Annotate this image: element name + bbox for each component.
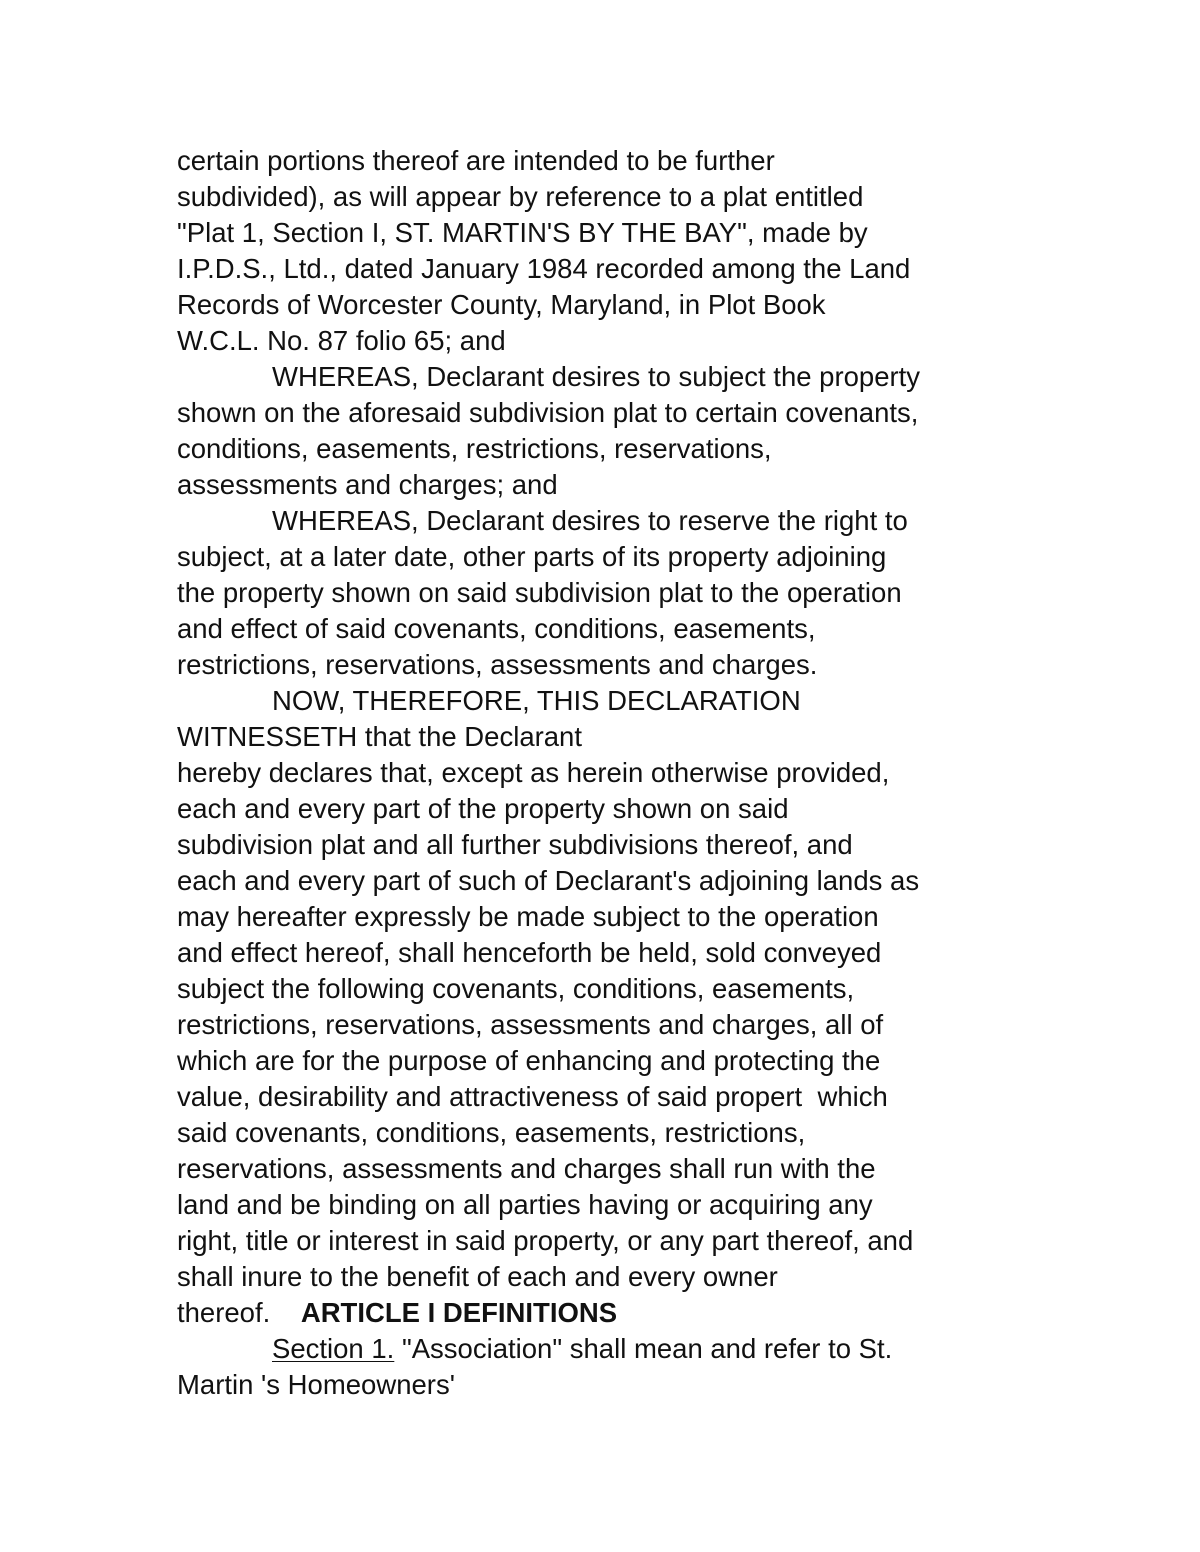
text-line: said covenants, conditions, easements, restrictions, bbox=[177, 1117, 806, 1148]
text-line: value, desirability and attractiveness of said propert which bbox=[177, 1081, 888, 1112]
text-line: each and every part of such of Declarant's adjoining lands as bbox=[177, 865, 920, 896]
article-heading-line bbox=[177, 1295, 1057, 1331]
text-line: and effect of said covenants, conditions, easements, bbox=[177, 613, 816, 644]
text-line: subdivision plat and all further subdivisions thereof, and bbox=[177, 829, 853, 860]
section-1-text: "Association" shall mean and refer to St. bbox=[394, 1333, 893, 1364]
text-line: WITNESSETH that the Declarant bbox=[177, 721, 582, 752]
text-line: which are for the purpose of enhancing and protecting the bbox=[177, 1045, 881, 1076]
text-line: I.P.D.S., Ltd., dated January 1984 recorded among the Land bbox=[177, 253, 911, 284]
text-line: reservations, assessments and charges shall run with the bbox=[177, 1153, 876, 1184]
text-line: shall inure to the benefit of each and every owner bbox=[177, 1261, 778, 1292]
text-line: certain portions thereof are intended to be further bbox=[177, 145, 775, 176]
text-line: subdivided), as will appear by reference to a plat entitled bbox=[177, 181, 864, 212]
text-line: may hereafter expressly be made subject to the operation bbox=[177, 901, 879, 932]
text-line: hereby declares that, except as herein otherwise provided, bbox=[177, 757, 890, 788]
text-line: restrictions, reservations, assessments and charges. bbox=[177, 649, 818, 680]
text-line: the property shown on said subdivision plat to the operation bbox=[177, 577, 902, 608]
section-1-line bbox=[177, 1331, 1057, 1367]
text-line: Martin 's Homeowners' bbox=[177, 1369, 455, 1400]
text-line: right, title or interest in said property, or any part thereof, and bbox=[177, 1225, 914, 1256]
text-line: Records of Worcester County, Maryland, in Plot Book bbox=[177, 289, 826, 320]
text-line: WHEREAS, Declarant desires to subject the property bbox=[272, 361, 921, 392]
text-line: "Plat 1, Section I, ST. MARTIN'S BY THE BAY", made by bbox=[177, 217, 868, 248]
text-line: W.C.L. No. 87 folio 65; and bbox=[177, 325, 506, 356]
text-line: WHEREAS, Declarant desires to reserve the right to bbox=[272, 505, 908, 536]
text-line: restrictions, reservations, assessments and charges, all of bbox=[177, 1009, 884, 1040]
text-line: shown on the aforesaid subdivision plat to certain covenants, bbox=[177, 397, 919, 428]
section-1-label: Section 1. bbox=[272, 1333, 395, 1364]
text-line: NOW, THEREFORE, THIS DECLARATION bbox=[272, 685, 801, 716]
final-line-prefix: thereof. bbox=[177, 1297, 301, 1328]
article-heading: ARTICLE I DEFINITIONS bbox=[300, 1297, 618, 1328]
text-line: subject, at a later date, other parts of its property adjoining bbox=[177, 541, 887, 572]
document-page bbox=[177, 143, 1057, 1403]
text-line: land and be binding on all parties having or acquiring any bbox=[177, 1189, 873, 1220]
text-line: each and every part of the property shown on said bbox=[177, 793, 789, 824]
text-line: and effect hereof, shall henceforth be held, sold conveyed bbox=[177, 937, 882, 968]
text-line: subject the following covenants, conditions, easements, bbox=[177, 973, 855, 1004]
text-line: conditions, easements, restrictions, reservations, bbox=[177, 433, 772, 464]
text-line: assessments and charges; and bbox=[177, 469, 558, 500]
